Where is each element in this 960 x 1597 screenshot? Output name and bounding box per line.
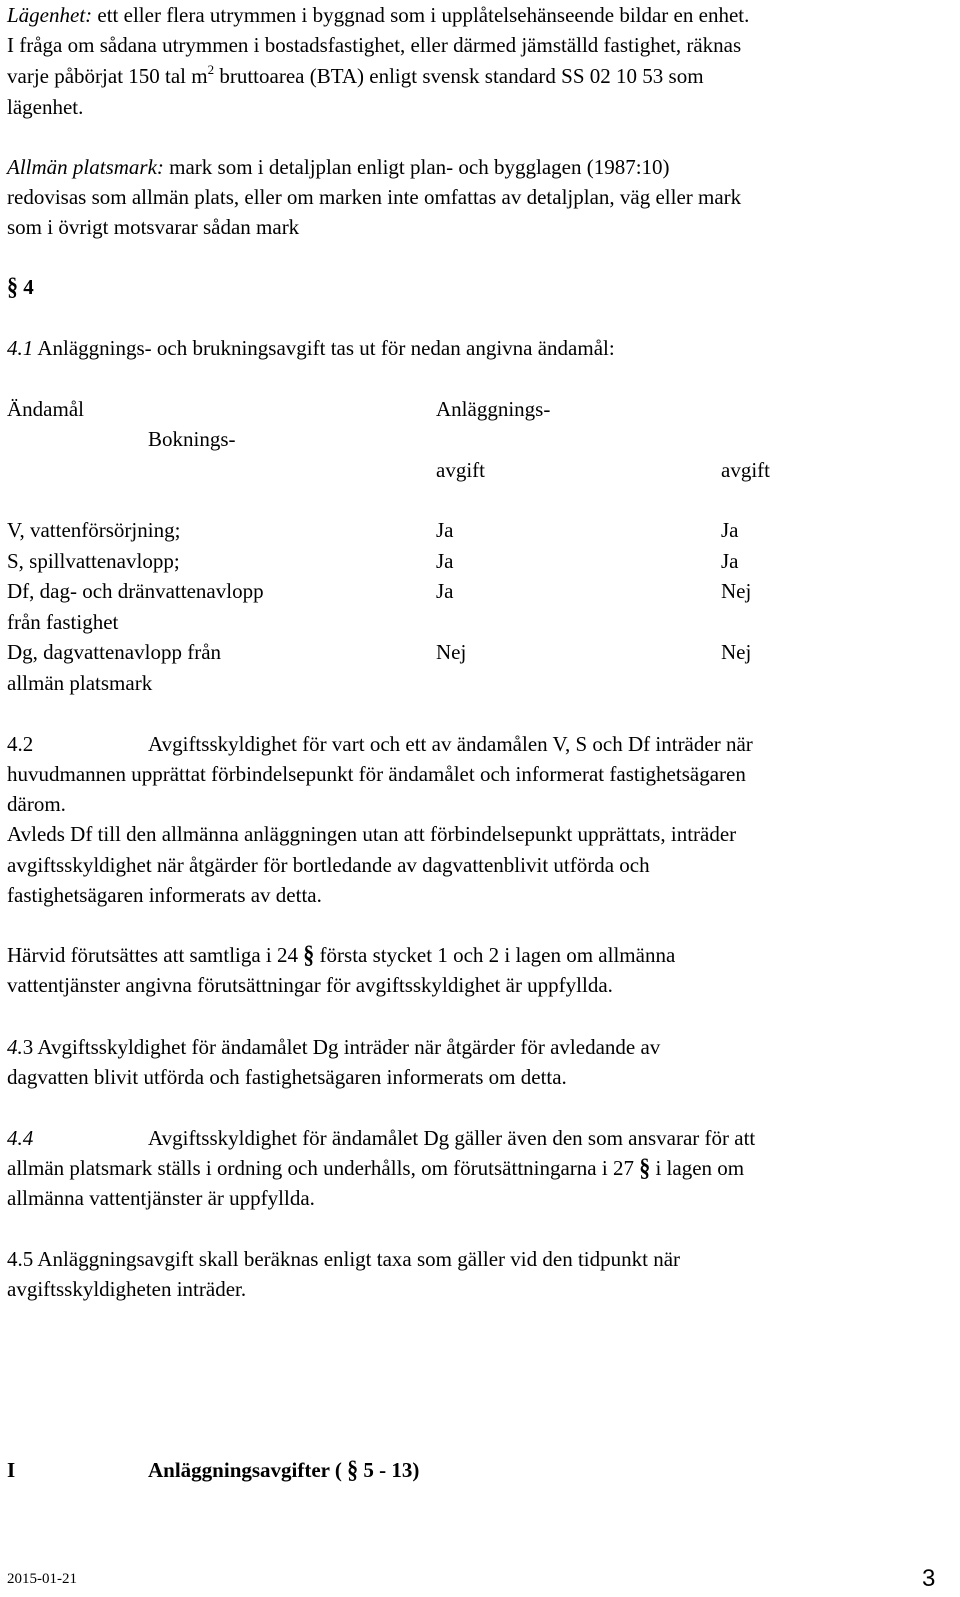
- paragraph-4-4-line3: allmänna vattentjänster är uppfyllda.: [7, 1186, 315, 1210]
- definition-allman-line2: redovisas som allmän plats, eller om marken inte omfattas av detaljplan, väg eller mark: [7, 185, 742, 209]
- paragraph-4-3-line2: dagvatten blivit utförda och fastighetsägaren informerats om detta.: [7, 1065, 567, 1089]
- paragraph-number: 4.2: [7, 732, 34, 756]
- table-cell-anlaggning: Ja: [436, 549, 454, 573]
- table-cell-purpose: Df, dag- och dränvattenavlopp: [7, 579, 264, 603]
- table-cell-purpose: S, spillvattenavlopp;: [7, 549, 180, 573]
- paragraph-4-2-line6: fastighetsägaren informerats av detta.: [7, 883, 322, 907]
- superscript: 2: [207, 62, 215, 77]
- table-header-brukning: Boknings-: [148, 427, 236, 451]
- paragraph-number: 4.4: [7, 1126, 34, 1150]
- definition-lagenhet-line1: Lägenhet: ett eller flera utrymmen i byggnad som i upplåtelsehänseende bildar en enhet.: [7, 3, 750, 27]
- page-number: 3: [922, 1565, 936, 1592]
- paragraph-4-2-line5: avgiftsskyldighet när åtgärder för bortledande av dagvattenblivit utförda och: [7, 853, 650, 877]
- table-header-brukning-avgift: avgift: [721, 458, 770, 482]
- table-cell-brukning: Nej: [721, 579, 752, 603]
- definition-term: Allmän platsmark:: [7, 155, 164, 179]
- definition-allman-line3: som i övrigt motsvarar sådan mark: [7, 215, 300, 239]
- table-cell-purpose-continued: från fastighet: [7, 610, 119, 634]
- definition-allman-line1: Allmän platsmark: mark som i detaljplan enligt plan- och bygglagen (1987:10): [7, 155, 670, 179]
- definition-lagenhet-line4: lägenhet.: [7, 95, 84, 119]
- definition-term: Lägenhet:: [7, 3, 93, 27]
- paragraph-4-2-line7: Härvid förutsättes att samtliga i 24 § första stycket 1 och 2 i lagen om allmänna: [7, 940, 675, 970]
- paragraph-4-5-line2: avgiftsskyldigheten inträder.: [7, 1277, 247, 1301]
- footer-date: 2015-01-21: [7, 1571, 77, 1587]
- table-cell-purpose-continued: allmän platsmark: [7, 671, 153, 695]
- section-heading-4: § 4: [7, 272, 34, 302]
- section-title: Anläggningsavgifter ( § 5 - 13): [148, 1455, 419, 1485]
- table-cell-brukning: Ja: [721, 549, 739, 573]
- paragraph-4-2-line8: vattentjänster angivna förutsättningar för avgiftsskyldighet är uppfyllda.: [7, 973, 613, 997]
- table-header-purpose: Ändamål: [7, 397, 84, 421]
- paragraph-number: 4.1: [7, 336, 34, 360]
- table-cell-anlaggning: Ja: [436, 579, 454, 603]
- table-cell-anlaggning: Ja: [436, 518, 454, 542]
- table-header-anlaggning: Anläggnings-: [436, 397, 551, 421]
- paragraph-4-3-line1: 4.3 Avgiftsskyldighet för ändamålet Dg inträder när åtgärder för avledande av: [7, 1035, 661, 1059]
- paragraph-4-2-line3: därom.: [7, 792, 66, 816]
- paragraph-4-4-line1: Avgiftsskyldighet för ändamålet Dg gäller även den som ansvarar för att: [148, 1126, 756, 1150]
- table-cell-purpose: Dg, dagvattenavlopp från: [7, 640, 222, 664]
- paragraph-sign: §: [303, 940, 315, 969]
- paragraph-4-1: 4.1 Anläggnings- och brukningsavgift tas ut för nedan angivna ändamål:: [7, 336, 615, 360]
- table-cell-brukning: Nej: [721, 640, 752, 664]
- section-roman-numeral: I: [7, 1458, 16, 1482]
- table-cell-purpose: V, vattenförsörjning;: [7, 518, 181, 542]
- table-header-anlaggning-avgift: avgift: [436, 458, 485, 482]
- paragraph-4-2-line4: Avleds Df till den allmänna anläggningen utan att förbindelsepunkt upprättats, inträder: [7, 822, 737, 846]
- paragraph-sign: §: [639, 1153, 651, 1182]
- paragraph-sign: §: [7, 272, 18, 301]
- definition-lagenhet-line3: varje påbörjat 150 tal $m^2$ bruttoarea (BTA) enligt svensk standard SS 02 10 53 som: [7, 62, 704, 88]
- table-cell-brukning: Ja: [721, 518, 739, 542]
- definition-lagenhet-line2: I fråga om sådana utrymmen i bostadsfastighet, eller därmed jämställd fastighet, räknas: [7, 33, 742, 57]
- paragraph-4-5-line1: 4.5 Anläggningsavgift skall beräknas enligt taxa som gäller vid den tidpunkt när: [7, 1247, 681, 1271]
- paragraph-number: 4.: [7, 1035, 23, 1059]
- paragraph-4-2-line2: huvudmannen upprättat förbindelsepunkt för ändamålet och informerat fastighetsägaren: [7, 762, 746, 786]
- paragraph-sign: §: [347, 1455, 359, 1484]
- paragraph-4-2-line1: Avgiftsskyldighet för vart och ett av ändamålen V, S och Df inträder när: [148, 732, 753, 756]
- table-cell-anlaggning: Nej: [436, 640, 467, 664]
- paragraph-4-4-line2: allmän platsmark ställs i ordning och underhålls, om förutsättningarna i 27 § i lagen om: [7, 1153, 744, 1183]
